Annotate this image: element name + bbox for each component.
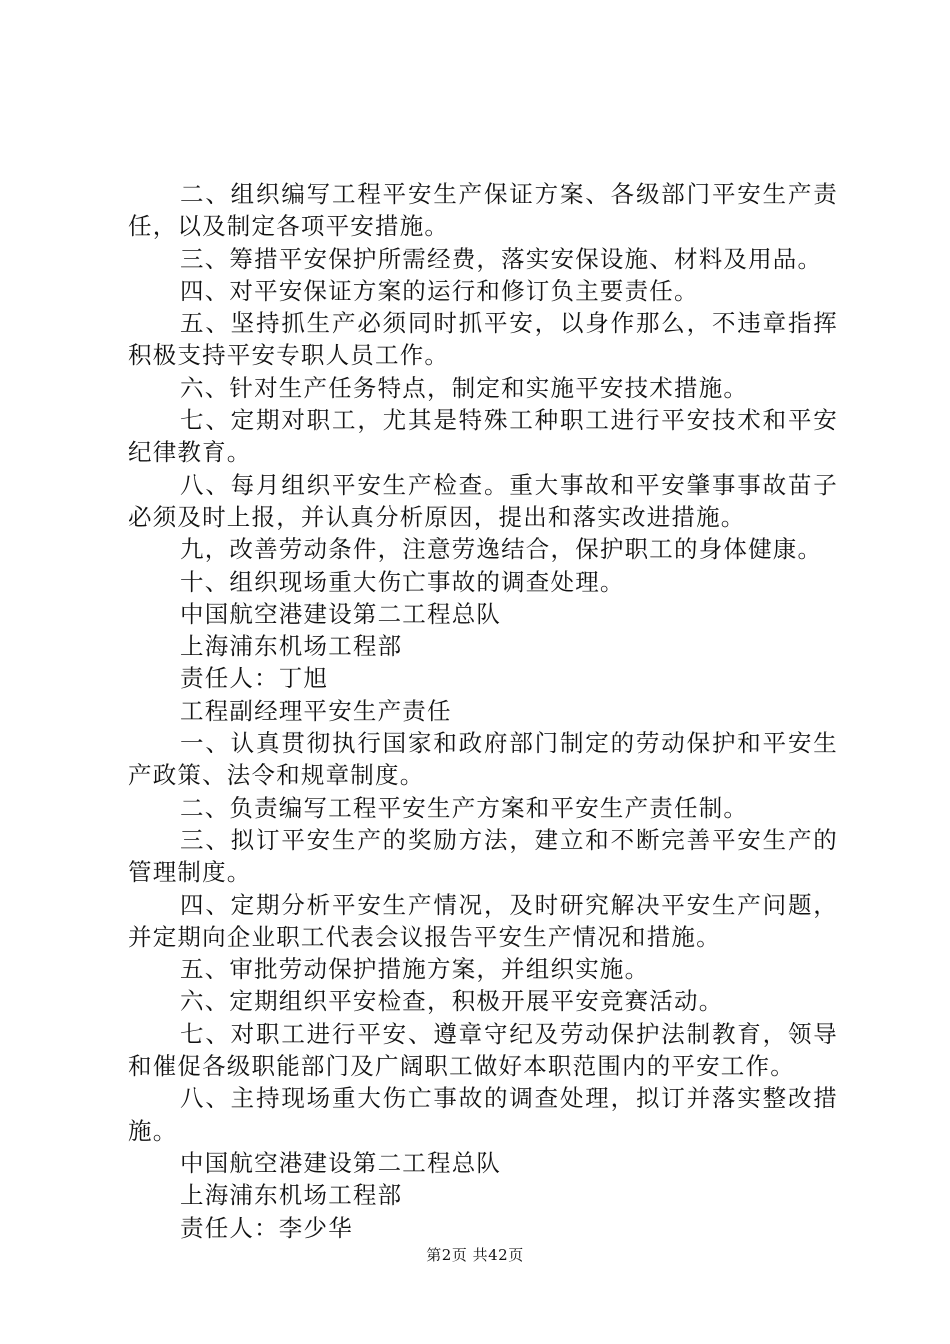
clause-2-plan: 二、负责编写工程平安生产方案和平安生产责任制。 [180, 793, 749, 822]
clause-9-conditions: 九，改善劳动条件，注意劳逸结合，保护职工的身体健康。 [180, 535, 823, 564]
section-heading: 工程副经理平安生产责任 [180, 696, 452, 725]
clause-8-investigation: 八、主持现场重大伤亡事故的调查处理，拟订并落实整改措施。 [128, 1084, 838, 1145]
clause-6-inspection: 六、定期组织平安检查，积极开展平安竞赛活动。 [180, 987, 724, 1016]
clause-3-rewards: 三、拟订平安生产的奖励方法，建立和不断完善平安生产的管理制度。 [128, 825, 838, 887]
organization-name: 中国航空港建设第二工程总队 [180, 1148, 502, 1177]
clause-4-analysis: 四、定期分析平安生产情况，及时研究解决平安生产问题，并定期向企业职工代表会议报告平安生产情况和措施。 [128, 890, 838, 951]
responsible-person: 责任人：丁旭 [180, 664, 329, 693]
document-body [128, 178, 838, 1244]
clause-7-education: 七、对职工进行平安、遵章守纪及劳动保护法制教育，领导和催促各级职能部门及广阔职工做好本职范围内的平安工作。 [128, 1019, 838, 1081]
clause-7-education: 七、定期对职工，尤其是特殊工种职工进行平安技术和平安纪律教育。 [128, 406, 838, 467]
clause-6-measures: 六、针对生产任务特点，制定和实施平安技术措施。 [180, 373, 749, 402]
department-name: 上海浦东机场工程部 [180, 632, 403, 661]
department-name: 上海浦东机场工程部 [180, 1181, 403, 1210]
clause-5-approval: 五、审批劳动保护措施方案，并组织实施。 [180, 955, 650, 984]
clause-5-production: 五、坚持抓生产必须同时抓平安，以身作那么，不违章指挥积极支持平安专职人员工作。 [128, 309, 838, 370]
page-number-footer: 第2页 共42页 [426, 1246, 524, 1264]
organization-name: 中国航空港建设第二工程总队 [180, 599, 502, 628]
clause-4-plan: 四、对平安保证方案的运行和修订负主要责任。 [180, 276, 699, 305]
clause-8-inspection: 八、每月组织平安生产检查。重大事故和平安肇事事故苗子必须及时上报，并认真分析原因，提出和落实改进措施。 [128, 470, 838, 531]
responsible-person: 责任人：李少华 [180, 1213, 353, 1242]
clause-2-responsibility: 二、组织编写工程平安生产保证方案、各级部门平安生产责任，以及制定各项平安措施。 [128, 180, 838, 241]
clause-3-funding: 三、筹措平安保护所需经费，落实安保设施、材料及用品。 [180, 244, 823, 273]
clause-1-policy: 一、认真贯彻执行国家和政府部门制定的劳动保护和平安生产政策、法令和规章制度。 [128, 729, 838, 790]
clause-10-investigation: 十、组织现场重大伤亡事故的调查处理。 [180, 567, 625, 596]
